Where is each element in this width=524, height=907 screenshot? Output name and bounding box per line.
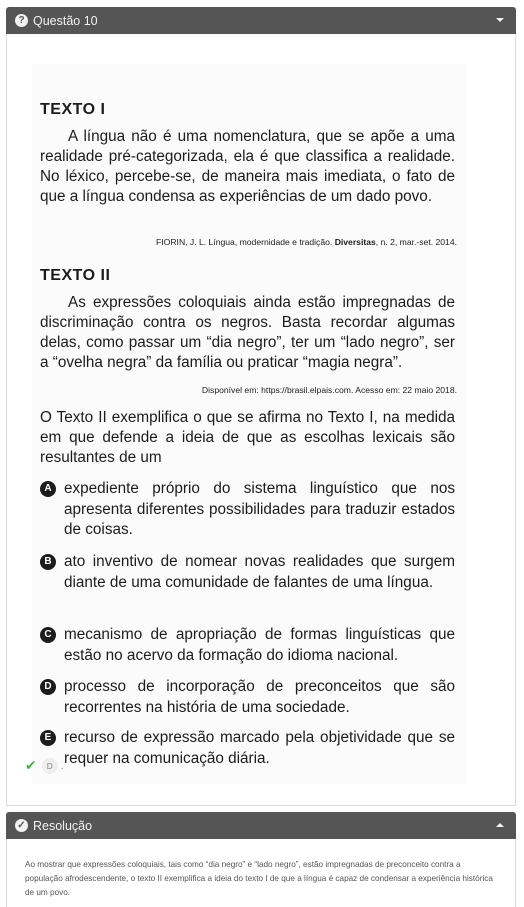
option-c (40, 625, 455, 666)
option-b (40, 552, 455, 593)
option-a-letter: A (40, 481, 56, 497)
texto2-body: As expressões coloquiais ainda estão impregnadas de discriminação contra os negros. Basta recordar algumas delas, como passar um “dia negro”, ter um “lado negro”, ser a “ovelha negra” da família ou praticar “magia negra”. (40, 294, 455, 371)
question-panel-body (6, 34, 516, 806)
question-stem: O Texto II exemplifica o que se afirma no Texto I, na medida em que defende a ideia de que as escolhas lexicais são resultantes de um (40, 409, 455, 466)
texto1-body: A língua não é uma nomenclatura, que se apõe a uma realidade pré-categorizada, ela é que classifica a realidade. No léxico, percebe-se, de maneira mais imediata, o fato de que a língua condensa as experiências de um dado povo. (40, 128, 455, 205)
chevron-down-icon[interactable] (496, 18, 504, 22)
option-d (40, 677, 455, 718)
option-a-text: expediente próprio do sistema linguístico que nos apresenta diferentes possibilidades para traduzir estados de coisas. (64, 480, 455, 538)
texto1-title: TEXTO I (40, 101, 106, 118)
answer-badge: D (42, 758, 58, 774)
option-d-letter: D (40, 679, 56, 695)
option-c-letter: C (40, 627, 56, 643)
texto2-source: Disponível em: https://brasil.elpais.com. Acesso em: 22 maio 2018. (201, 385, 457, 395)
resolution-panel-header[interactable] (6, 812, 516, 839)
answer-row (25, 758, 64, 774)
check-icon: ✔ (25, 758, 37, 774)
option-c-text: mecanismo de apropriação de formas linguísticas que estão no acervo da formação do idioma nacional. (64, 626, 455, 664)
option-b-text: ato inventivo de nomear novas realidades que surgem diante de uma comunidade de falantes de uma língua. (64, 553, 455, 591)
check-circle-icon: ✓ (15, 819, 28, 832)
option-d-text: processo de incorporação de preconceitos que são recorrentes na história de uma sociedade. (64, 678, 455, 716)
chevron-up-icon[interactable] (496, 823, 504, 827)
option-b-letter: B (40, 554, 56, 570)
option-e-letter: E (40, 730, 56, 746)
resolution-title: Resolução (33, 818, 93, 833)
answer-suffix: . (60, 760, 64, 772)
question-scan-image (32, 64, 467, 784)
option-e-text: recurso de expressão marcado pela objetividade que se requer na comunicação diária. (64, 729, 455, 767)
option-e (40, 728, 455, 769)
texto2-title: TEXTO II (40, 267, 111, 284)
option-a (40, 479, 455, 541)
question-panel-header[interactable] (6, 7, 516, 34)
texto1-source: FIORIN, J. L. Língua, modernidade e tradição. Diversitas, n. 2, mar.-set. 2014. (156, 237, 457, 247)
question-title: Questão 10 (33, 13, 98, 28)
question-circle-icon: ? (15, 14, 28, 27)
resolution-text: Ao mostrar que expressões coloquiais, tais como “dia negro” e “lado negro”, estão impregnadas de preconceito contra a população afrodescendente, o texto II exemplifica a ideia do texto I de que a língua é capaz de condensar a experiência histórica de um povo. (25, 860, 493, 897)
